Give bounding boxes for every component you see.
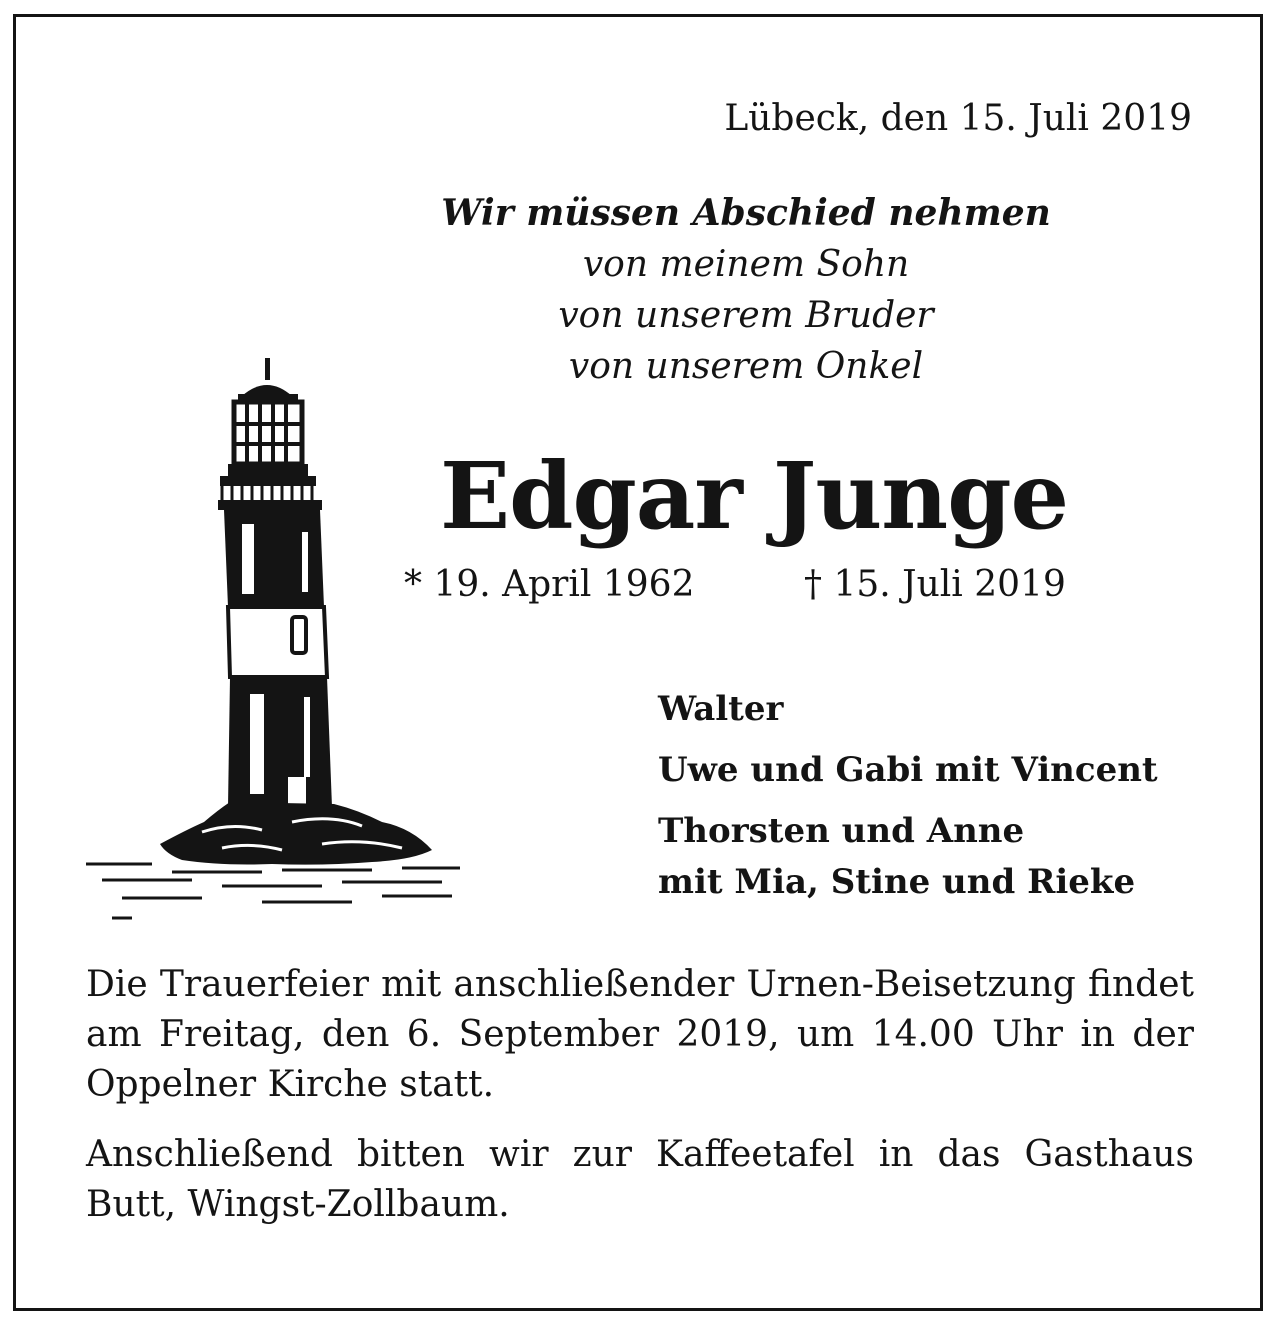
birth-date: * 19. April 1962 [404, 564, 695, 605]
reception-paragraph: Anschließend bitten wir zur Kaffeetafel in das Gasthaus Butt, Wingst-Zollbaum. [86, 1134, 1194, 1225]
death-date: † 15. Juli 2019 [804, 564, 1066, 605]
intro-block [440, 188, 1052, 392]
intro-line: von meinem Sohn [582, 244, 910, 285]
intro-line: von unserem Onkel [568, 346, 924, 387]
mourner: Uwe und Gabi mit Vincent [658, 750, 1158, 790]
lighthouse-icon [82, 352, 472, 926]
deceased-name: Edgar Junge [440, 442, 1069, 550]
mourner: Walter [658, 689, 784, 729]
ceremony-paragraph: Die Trauerfeier mit anschließender Urnen-Beisetzung findet am Freitag, den 6. September 2019, um 14.00 Uhr in der Oppelner Kirche statt. [86, 964, 1194, 1105]
place-date: Lübeck, den 15. Juli 2019 [724, 98, 1192, 139]
mourner: mit Mia, Stine und Rieke [658, 862, 1136, 902]
intro-lead: Wir müssen Abschied nehmen [441, 192, 1051, 234]
intro-line: von unserem Bruder [558, 295, 934, 336]
mourner: Thorsten und Anne [658, 811, 1025, 851]
mourners-list [658, 684, 1158, 908]
